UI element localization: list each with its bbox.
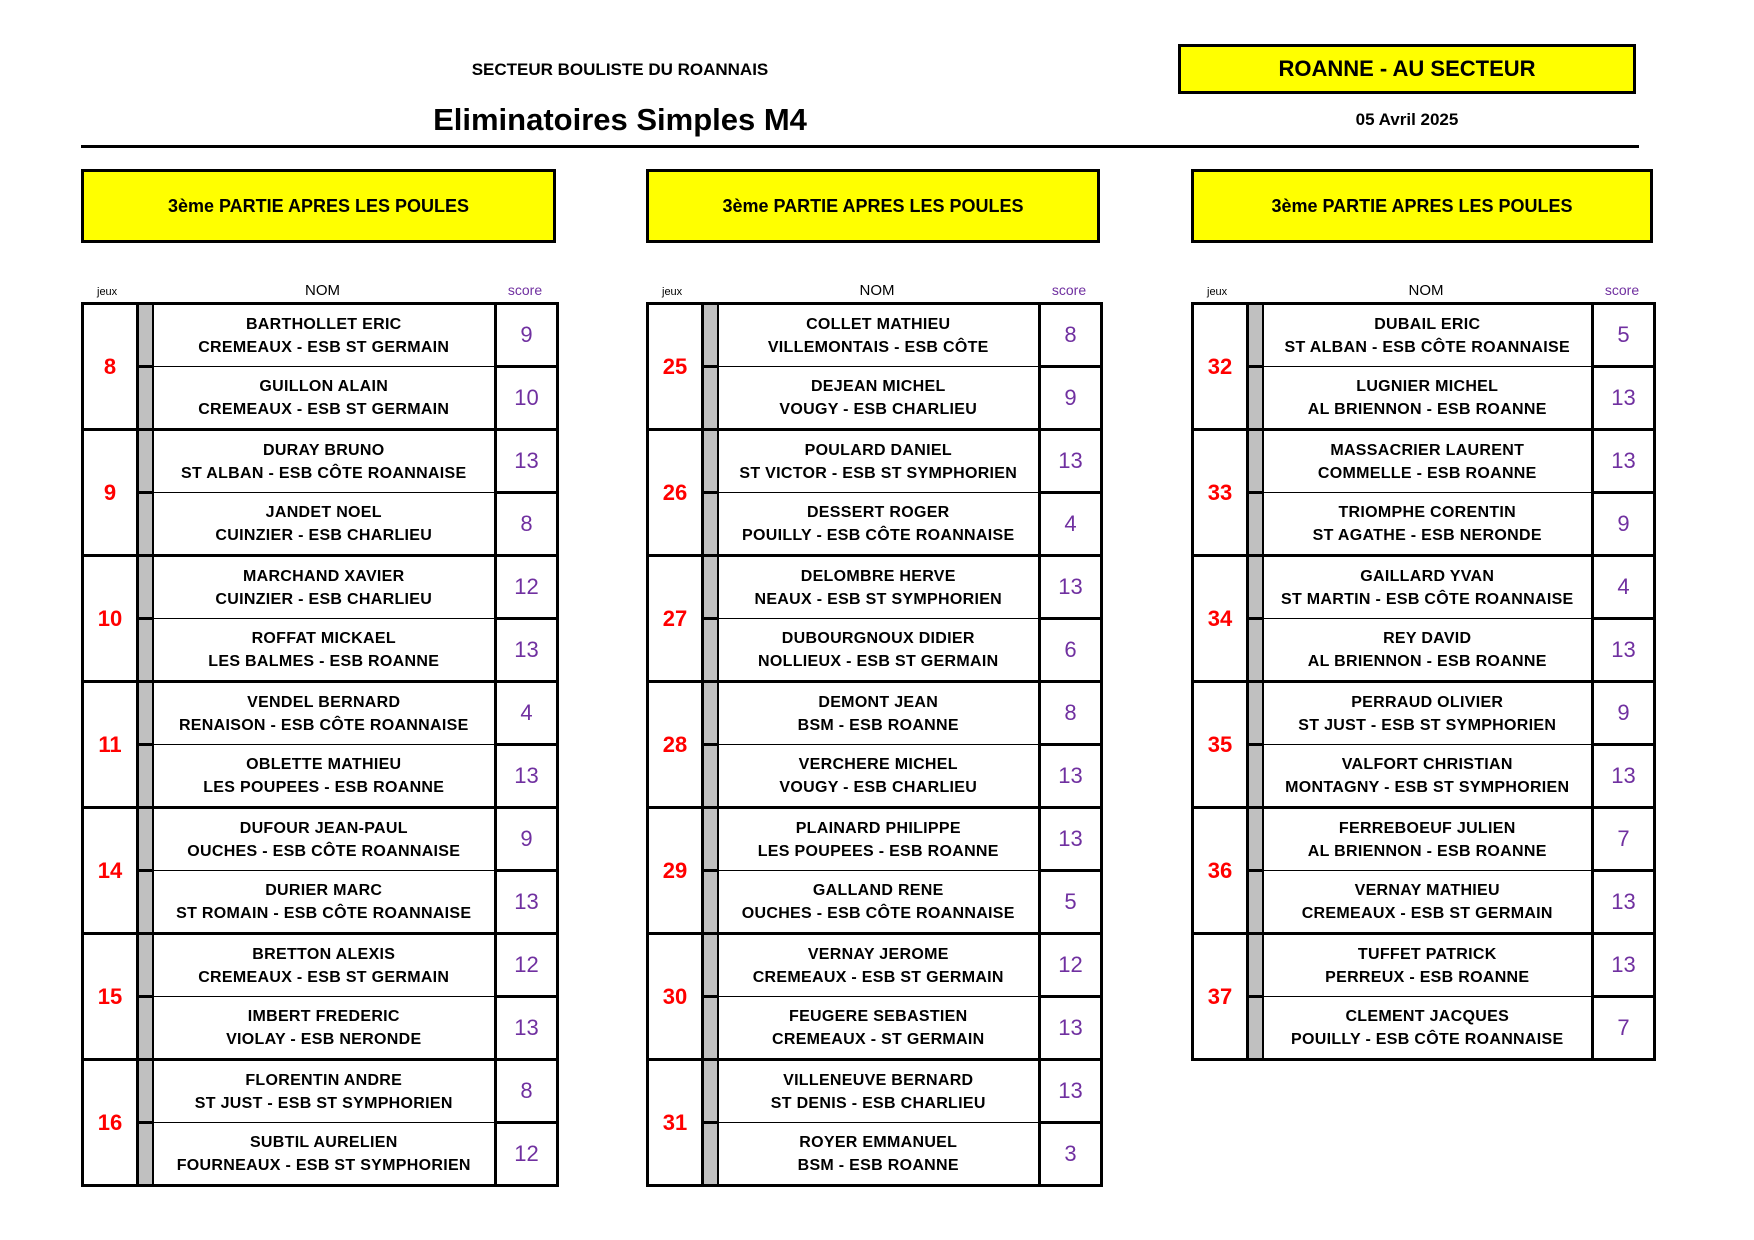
match-table bbox=[1191, 302, 1656, 1061]
row-separator-bar bbox=[703, 871, 718, 934]
round-banner bbox=[646, 169, 1100, 243]
player-cell bbox=[718, 682, 1040, 745]
player-score: 12 bbox=[496, 556, 558, 619]
row-separator-bar bbox=[703, 493, 718, 556]
game-number: 29 bbox=[648, 808, 703, 934]
player-club: ST ALBAN - ESB CÔTE ROANNAISE bbox=[1284, 338, 1570, 356]
player-club: ST JUST - ESB ST SYMPHORIEN bbox=[1298, 716, 1557, 734]
row-separator-bar bbox=[138, 808, 153, 871]
table-row bbox=[648, 745, 1102, 808]
header-score: score bbox=[507, 282, 543, 298]
player-club: CREMEAUX - ESB ST GERMAIN bbox=[1301, 904, 1553, 922]
row-separator-bar bbox=[138, 934, 153, 997]
player-score: 9 bbox=[1040, 367, 1102, 430]
player-club: BSM - ESB ROANNE bbox=[797, 1156, 959, 1174]
game-number: 31 bbox=[648, 1060, 703, 1186]
table-row bbox=[648, 367, 1102, 430]
table-row bbox=[1193, 997, 1655, 1060]
player-club: RENAISON - ESB CÔTE ROANNAISE bbox=[178, 716, 469, 734]
player-club: CREMEAUX - ST GERMAIN bbox=[771, 1030, 985, 1048]
player-cell bbox=[153, 304, 496, 367]
player-cell bbox=[1263, 304, 1593, 367]
header-jeux: jeux bbox=[1207, 286, 1228, 298]
row-separator-bar bbox=[703, 1060, 718, 1123]
player-score: 13 bbox=[1593, 430, 1655, 493]
row-separator-bar bbox=[703, 304, 718, 367]
player-score: 8 bbox=[496, 493, 558, 556]
player-score: 8 bbox=[1040, 304, 1102, 367]
row-separator-bar bbox=[1248, 493, 1263, 556]
player-score: 13 bbox=[496, 871, 558, 934]
player-score: 10 bbox=[496, 367, 558, 430]
player-score: 13 bbox=[1040, 430, 1102, 493]
player-name: DURIER MARC bbox=[265, 881, 383, 899]
player-cell bbox=[1263, 619, 1593, 682]
round-banner bbox=[81, 169, 556, 243]
player-name: PERRAUD OLIVIER bbox=[1351, 693, 1504, 711]
player-cell bbox=[718, 871, 1040, 934]
table-row bbox=[83, 808, 558, 871]
player-score: 13 bbox=[1593, 367, 1655, 430]
table-row bbox=[83, 493, 558, 556]
player-cell bbox=[1263, 997, 1593, 1060]
player-name: DURAY BRUNO bbox=[262, 441, 385, 459]
player-cell bbox=[718, 556, 1040, 619]
table-header bbox=[1191, 282, 1653, 300]
table-row bbox=[648, 871, 1102, 934]
player-club: BSM - ESB ROANNE bbox=[797, 716, 959, 734]
player-club: VILLEMONTAIS - ESB CÔTE bbox=[767, 338, 989, 356]
table-row bbox=[648, 934, 1102, 997]
row-separator-bar bbox=[138, 619, 153, 682]
player-club: ST ALBAN - ESB CÔTE ROANNAISE bbox=[181, 464, 467, 482]
player-name: IMBERT FREDERIC bbox=[247, 1007, 400, 1025]
game-number: 30 bbox=[648, 934, 703, 1060]
player-name: COLLET MATHIEU bbox=[806, 315, 951, 333]
player-name: OBLETTE MATHIEU bbox=[246, 755, 402, 773]
player-club: POUILLY - ESB CÔTE ROANNAISE bbox=[742, 526, 1015, 544]
table-row bbox=[83, 367, 558, 430]
table-row bbox=[1193, 871, 1655, 934]
round-label: 3ème PARTIE APRES LES POULES bbox=[1271, 195, 1573, 216]
player-cell bbox=[718, 808, 1040, 871]
row-separator-bar bbox=[138, 367, 153, 430]
player-cell bbox=[1263, 493, 1593, 556]
player-cell bbox=[718, 304, 1040, 367]
player-name: VILLENEUVE BERNARD bbox=[783, 1071, 974, 1089]
header-nom: NOM bbox=[859, 282, 895, 299]
player-name: FLORENTIN ANDRE bbox=[245, 1071, 403, 1089]
player-club: ST DENIS - ESB CHARLIEU bbox=[770, 1094, 986, 1112]
player-name: VENDEL BERNARD bbox=[247, 693, 401, 711]
player-club: AL BRIENNON - ESB ROANNE bbox=[1307, 652, 1547, 670]
player-name: DESSERT ROGER bbox=[806, 503, 950, 521]
row-separator-bar bbox=[138, 493, 153, 556]
player-score: 9 bbox=[1593, 493, 1655, 556]
player-club: ST AGATHE - ESB NERONDE bbox=[1312, 526, 1542, 544]
player-score: 13 bbox=[496, 619, 558, 682]
row-separator-bar bbox=[703, 430, 718, 493]
header-score: score bbox=[1604, 282, 1640, 298]
table-row bbox=[83, 619, 558, 682]
table-row bbox=[83, 556, 558, 619]
row-separator-bar bbox=[138, 430, 153, 493]
row-separator-bar bbox=[1248, 934, 1263, 997]
game-number: 37 bbox=[1193, 934, 1248, 1060]
player-score: 6 bbox=[1040, 619, 1102, 682]
header-jeux: jeux bbox=[97, 286, 118, 298]
player-score: 13 bbox=[1593, 745, 1655, 808]
player-name: TRIOMPHE CORENTIN bbox=[1338, 503, 1517, 521]
player-cell bbox=[1263, 367, 1593, 430]
player-name: VERCHERE MICHEL bbox=[798, 755, 958, 773]
header-score: score bbox=[1051, 282, 1087, 298]
player-name: DUFOUR JEAN-PAUL bbox=[239, 819, 408, 837]
table-row bbox=[83, 304, 558, 367]
player-cell bbox=[153, 493, 496, 556]
row-separator-bar bbox=[1248, 997, 1263, 1060]
player-club: LES POUPEES - ESB ROANNE bbox=[757, 842, 999, 860]
player-cell bbox=[1263, 871, 1593, 934]
table-row bbox=[83, 1123, 558, 1186]
player-score: 9 bbox=[496, 304, 558, 367]
header-nom: NOM bbox=[1408, 282, 1444, 299]
player-name: MASSACRIER LAURENT bbox=[1330, 441, 1525, 459]
row-separator-bar bbox=[138, 997, 153, 1060]
row-separator-bar bbox=[703, 934, 718, 997]
game-number: 25 bbox=[648, 304, 703, 430]
table-row bbox=[648, 682, 1102, 745]
player-club: CREMEAUX - ESB ST GERMAIN bbox=[752, 968, 1004, 986]
player-cell bbox=[718, 493, 1040, 556]
row-separator-bar bbox=[138, 745, 153, 808]
row-separator-bar bbox=[1248, 682, 1263, 745]
player-score: 8 bbox=[1040, 682, 1102, 745]
player-club: NEAUX - ESB ST SYMPHORIEN bbox=[754, 590, 1003, 608]
player-cell bbox=[153, 430, 496, 493]
player-name: SUBTIL AURELIEN bbox=[249, 1133, 398, 1151]
row-separator-bar bbox=[138, 1123, 153, 1186]
player-score: 8 bbox=[496, 1060, 558, 1123]
player-cell bbox=[153, 556, 496, 619]
game-number: 35 bbox=[1193, 682, 1248, 808]
game-number: 26 bbox=[648, 430, 703, 556]
table-row bbox=[1193, 619, 1655, 682]
row-separator-bar bbox=[703, 745, 718, 808]
row-separator-bar bbox=[1248, 619, 1263, 682]
player-cell bbox=[153, 682, 496, 745]
row-separator-bar bbox=[138, 682, 153, 745]
player-cell bbox=[1263, 808, 1593, 871]
event-date: 05 Avril 2025 bbox=[1355, 110, 1459, 129]
player-club: VOUGY - ESB CHARLIEU bbox=[779, 778, 978, 796]
player-cell bbox=[153, 745, 496, 808]
match-table bbox=[646, 302, 1103, 1187]
player-cell bbox=[1263, 682, 1593, 745]
table-row bbox=[648, 430, 1102, 493]
table-row bbox=[648, 1123, 1102, 1186]
table-row bbox=[1193, 493, 1655, 556]
player-score: 13 bbox=[1593, 934, 1655, 997]
player-cell bbox=[718, 997, 1040, 1060]
table-row bbox=[648, 808, 1102, 871]
table-row bbox=[1193, 367, 1655, 430]
round-banner bbox=[1191, 169, 1653, 243]
game-number: 15 bbox=[83, 934, 138, 1060]
player-cell bbox=[153, 1060, 496, 1123]
player-club: NOLLIEUX - ESB ST GERMAIN bbox=[758, 652, 999, 670]
table-row bbox=[648, 304, 1102, 367]
row-separator-bar bbox=[703, 1123, 718, 1186]
player-name: ROFFAT MICKAEL bbox=[251, 629, 396, 647]
player-name: JANDET NOEL bbox=[265, 503, 382, 521]
row-separator-bar bbox=[1248, 871, 1263, 934]
player-name: LUGNIER MICHEL bbox=[1356, 377, 1499, 395]
player-score: 9 bbox=[1593, 682, 1655, 745]
player-name: MARCHAND XAVIER bbox=[242, 567, 405, 585]
player-name: GALLAND RENE bbox=[812, 881, 944, 899]
player-score: 13 bbox=[1593, 619, 1655, 682]
player-club: VOUGY - ESB CHARLIEU bbox=[779, 400, 978, 418]
player-score: 7 bbox=[1593, 808, 1655, 871]
row-separator-bar bbox=[1248, 556, 1263, 619]
player-score: 13 bbox=[1040, 556, 1102, 619]
player-score: 7 bbox=[1593, 997, 1655, 1060]
player-name: GUILLON ALAIN bbox=[259, 377, 389, 395]
player-club: AL BRIENNON - ESB ROANNE bbox=[1307, 842, 1547, 860]
row-separator-bar bbox=[138, 556, 153, 619]
player-score: 13 bbox=[1593, 871, 1655, 934]
table-row bbox=[83, 934, 558, 997]
game-number: 33 bbox=[1193, 430, 1248, 556]
player-score: 12 bbox=[496, 1123, 558, 1186]
player-cell bbox=[718, 1123, 1040, 1186]
game-number: 11 bbox=[83, 682, 138, 808]
player-score: 13 bbox=[496, 745, 558, 808]
player-cell bbox=[153, 808, 496, 871]
player-cell bbox=[718, 619, 1040, 682]
round-label: 3ème PARTIE APRES LES POULES bbox=[167, 195, 470, 216]
player-score: 13 bbox=[496, 997, 558, 1060]
title-divider bbox=[81, 145, 1639, 148]
player-name: DELOMBRE HERVE bbox=[800, 567, 956, 585]
row-separator-bar bbox=[138, 1060, 153, 1123]
game-number: 16 bbox=[83, 1060, 138, 1186]
game-number: 14 bbox=[83, 808, 138, 934]
player-name: POULARD DANIEL bbox=[804, 441, 952, 459]
player-name: TUFFET PATRICK bbox=[1357, 945, 1497, 963]
row-separator-bar bbox=[1248, 367, 1263, 430]
row-separator-bar bbox=[703, 367, 718, 430]
row-separator-bar bbox=[1248, 745, 1263, 808]
player-club: CREMEAUX - ESB ST GERMAIN bbox=[198, 400, 450, 418]
player-club: CUINZIER - ESB CHARLIEU bbox=[215, 590, 433, 608]
player-name: VERNAY JEROME bbox=[807, 945, 949, 963]
player-name: DUBOURGNOUX DIDIER bbox=[781, 629, 975, 647]
row-separator-bar bbox=[703, 682, 718, 745]
table-row bbox=[648, 1060, 1102, 1123]
header-jeux: jeux bbox=[662, 286, 683, 298]
player-score: 4 bbox=[1040, 493, 1102, 556]
table-row bbox=[648, 556, 1102, 619]
row-separator-bar bbox=[703, 619, 718, 682]
player-cell bbox=[153, 367, 496, 430]
page-title: Eliminatoires Simples M4 bbox=[433, 102, 807, 137]
player-cell bbox=[718, 934, 1040, 997]
match-table bbox=[81, 302, 559, 1187]
game-number: 10 bbox=[83, 556, 138, 682]
player-cell bbox=[153, 619, 496, 682]
player-name: VALFORT CHRISTIAN bbox=[1341, 755, 1513, 773]
game-number: 32 bbox=[1193, 304, 1248, 430]
player-score: 4 bbox=[1593, 556, 1655, 619]
table-row bbox=[648, 619, 1102, 682]
organization-name: SECTEUR BOULISTE DU ROANNAIS bbox=[471, 60, 769, 79]
table-row bbox=[1193, 934, 1655, 997]
player-score: 13 bbox=[1040, 808, 1102, 871]
table-row bbox=[83, 997, 558, 1060]
player-club: MONTAGNY - ESB ST SYMPHORIEN bbox=[1285, 778, 1570, 796]
table-row bbox=[83, 745, 558, 808]
player-name: VERNAY MATHIEU bbox=[1354, 881, 1500, 899]
table-row bbox=[1193, 682, 1655, 745]
game-number: 9 bbox=[83, 430, 138, 556]
player-club: CREMEAUX - ESB ST GERMAIN bbox=[198, 338, 450, 356]
row-separator-bar bbox=[1248, 430, 1263, 493]
round-label: 3ème PARTIE APRES LES POULES bbox=[722, 195, 1024, 216]
player-score: 12 bbox=[496, 934, 558, 997]
player-club: VIOLAY - ESB NERONDE bbox=[226, 1030, 422, 1048]
player-cell bbox=[1263, 430, 1593, 493]
table-row bbox=[648, 997, 1102, 1060]
player-cell bbox=[718, 430, 1040, 493]
table-row bbox=[1193, 808, 1655, 871]
player-cell bbox=[153, 997, 496, 1060]
player-name: BRETTON ALEXIS bbox=[252, 945, 396, 963]
player-name: FEUGERE SEBASTIEN bbox=[789, 1007, 968, 1025]
player-name: REY DAVID bbox=[1383, 629, 1472, 647]
player-name: CLEMENT JACQUES bbox=[1345, 1007, 1510, 1025]
player-cell bbox=[153, 871, 496, 934]
table-row bbox=[648, 493, 1102, 556]
player-score: 4 bbox=[496, 682, 558, 745]
player-cell bbox=[718, 745, 1040, 808]
player-score: 5 bbox=[1593, 304, 1655, 367]
player-score: 9 bbox=[496, 808, 558, 871]
row-separator-bar bbox=[703, 556, 718, 619]
game-number: 36 bbox=[1193, 808, 1248, 934]
player-cell bbox=[1263, 556, 1593, 619]
row-separator-bar bbox=[138, 304, 153, 367]
table-row bbox=[1193, 304, 1655, 367]
player-cell bbox=[153, 1123, 496, 1186]
header-nom: NOM bbox=[305, 282, 340, 299]
player-club: CREMEAUX - ESB ST GERMAIN bbox=[198, 968, 450, 986]
player-score: 5 bbox=[1040, 871, 1102, 934]
player-name: BARTHOLLET ERIC bbox=[245, 315, 402, 333]
player-club: FOURNEAUX - ESB ST SYMPHORIEN bbox=[176, 1156, 471, 1174]
player-name: GAILLARD YVAN bbox=[1360, 567, 1495, 585]
player-cell bbox=[718, 1060, 1040, 1123]
player-score: 13 bbox=[1040, 1060, 1102, 1123]
row-separator-bar bbox=[1248, 808, 1263, 871]
player-name: DUBAIL ERIC bbox=[1374, 315, 1481, 333]
player-name: DEMONT JEAN bbox=[818, 693, 939, 711]
table-row bbox=[83, 430, 558, 493]
player-cell bbox=[718, 367, 1040, 430]
game-number: 28 bbox=[648, 682, 703, 808]
player-name: PLAINARD PHILIPPE bbox=[795, 819, 961, 837]
player-club: ST MARTIN - ESB CÔTE ROANNAISE bbox=[1280, 590, 1574, 608]
row-separator-bar bbox=[138, 871, 153, 934]
player-club: LES POUPEES - ESB ROANNE bbox=[203, 778, 445, 796]
player-club: OUCHES - ESB CÔTE ROANNAISE bbox=[741, 904, 1015, 922]
table-row bbox=[83, 682, 558, 745]
player-club: COMMELLE - ESB ROANNE bbox=[1317, 464, 1537, 482]
player-club: OUCHES - ESB CÔTE ROANNAISE bbox=[187, 842, 461, 860]
player-score: 13 bbox=[1040, 997, 1102, 1060]
table-header bbox=[646, 282, 1100, 300]
table-row bbox=[83, 1060, 558, 1123]
player-club: LES BALMES - ESB ROANNE bbox=[208, 652, 440, 670]
table-header bbox=[81, 282, 556, 300]
player-score: 12 bbox=[1040, 934, 1102, 997]
table-row bbox=[1193, 745, 1655, 808]
player-club: ST JUST - ESB ST SYMPHORIEN bbox=[194, 1094, 453, 1112]
table-row bbox=[83, 871, 558, 934]
player-club: PERREUX - ESB ROANNE bbox=[1325, 968, 1530, 986]
player-club: AL BRIENNON - ESB ROANNE bbox=[1307, 400, 1547, 418]
player-score: 13 bbox=[496, 430, 558, 493]
row-separator-bar bbox=[703, 997, 718, 1060]
player-cell bbox=[1263, 934, 1593, 997]
table-row bbox=[1193, 430, 1655, 493]
player-club: CUINZIER - ESB CHARLIEU bbox=[215, 526, 433, 544]
player-club: ST ROMAIN - ESB CÔTE ROANNAISE bbox=[176, 904, 472, 922]
player-club: POUILLY - ESB CÔTE ROANNAISE bbox=[1291, 1030, 1564, 1048]
player-score: 3 bbox=[1040, 1123, 1102, 1186]
row-separator-bar bbox=[703, 808, 718, 871]
table-row bbox=[1193, 556, 1655, 619]
player-name: FERREBOEUF JULIEN bbox=[1338, 819, 1516, 837]
venue-label: ROANNE - AU SECTEUR bbox=[1278, 56, 1536, 81]
row-separator-bar bbox=[1248, 304, 1263, 367]
game-number: 27 bbox=[648, 556, 703, 682]
player-name: DEJEAN MICHEL bbox=[810, 377, 946, 395]
player-cell bbox=[153, 934, 496, 997]
player-score: 13 bbox=[1040, 745, 1102, 808]
player-cell bbox=[1263, 745, 1593, 808]
player-name: ROYER EMMANUEL bbox=[799, 1133, 958, 1151]
player-club: ST VICTOR - ESB ST SYMPHORIEN bbox=[739, 464, 1018, 482]
game-number: 8 bbox=[83, 304, 138, 430]
game-number: 34 bbox=[1193, 556, 1248, 682]
venue-banner bbox=[1178, 44, 1636, 94]
